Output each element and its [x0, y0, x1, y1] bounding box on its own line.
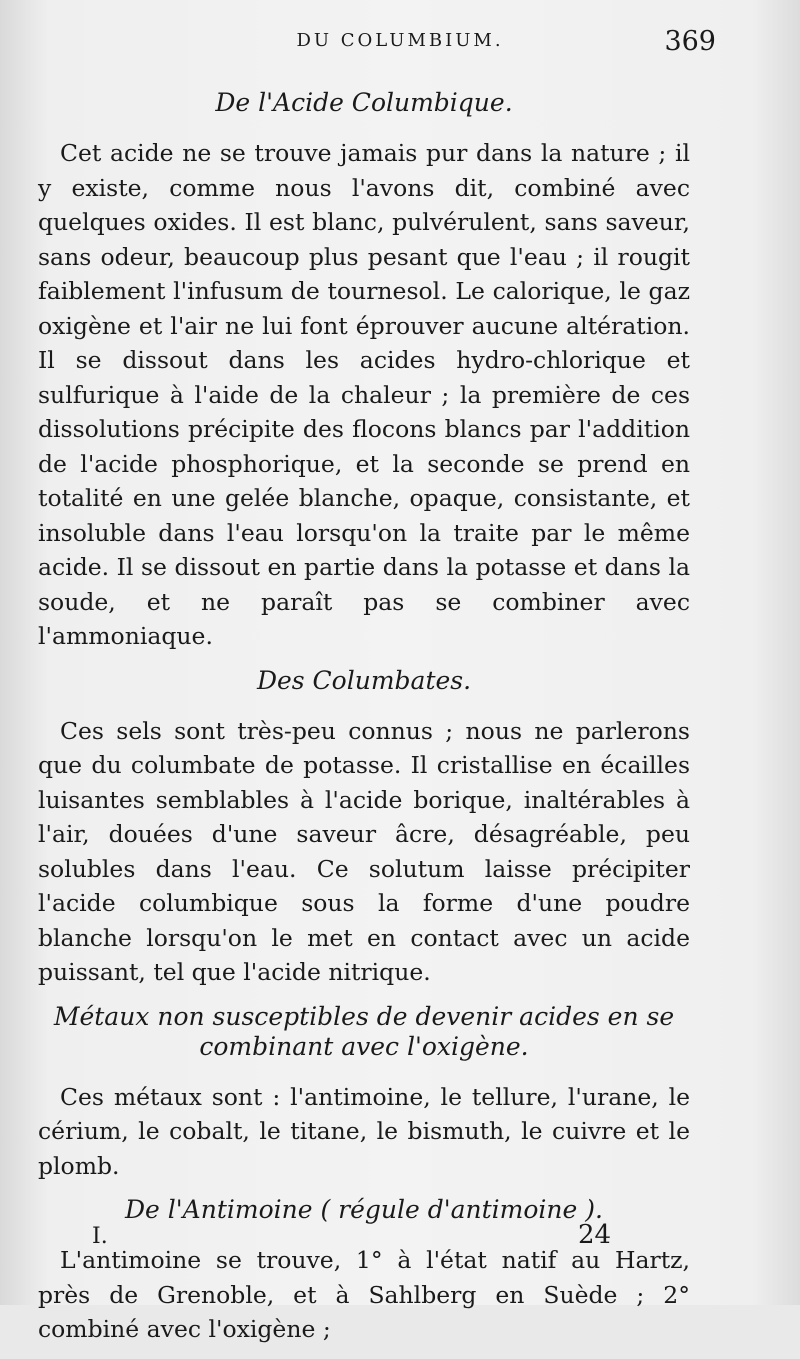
sheet-number: 24: [578, 1220, 612, 1250]
paragraph-acide-columbique: Cet acide ne se trouve jamais pur dans la nature ; il y existe, comme nous l'avons dit, combiné avec quelques oxides. Il est blanc, pulvérulent, sans saveur, sans odeur, beaucoup plus pesant que l'eau ; il rougit faiblement l'infusum de tournesol. Le calorique, le gaz oxigène et l'air ne lui font éprouver aucune altération. Il se dissout dans les acides hydro-chlorique et sulfurique à l'aide de la chaleur ; la première de ces dissolutions précipite des flocons blancs par l'addition de l'acide phosphorique, et la seconde se prend en totalité en une gelée blanche, opaque, consistante, et insoluble dans l'eau lorsqu'on la traite par le même acide. Il se dissout en partie dans la potasse et dans la soude, et ne paraît pas se combiner avec l'ammoniaque.: [38, 139, 690, 650]
running-title: DU COLUMBIUM.: [296, 30, 504, 51]
section-title-acide-columbique: De l'Acide Columbique.: [215, 88, 513, 117]
paragraph-columbates: Ces sels sont très-peu connus ; nous ne parlerons que du columbate de potasse. Il cristallise en écailles luisantes semblables à l'acide borique, inaltérables à l'air, douées d'une saveur âcre, désagréable, peu solubles dans l'eau. Ce solutum laisse précipiter l'acide columbique sous la forme d'une poudre blanche lorsqu'on le met en contact avec un acide puissant, tel que l'acide nitrique.: [38, 716, 690, 986]
section-title-metaux: Métaux non susceptibles de devenir acides en se combinant avec l'oxigène.: [53, 1001, 675, 1061]
signature-mark: I.: [92, 1224, 108, 1249]
section-title-antimoine: De l'Antimoine ( régule d'antimoine ).: [125, 1195, 603, 1224]
paragraph-antimoine: L'antimoine se trouve, 1° à l'état natif au Hartz, près de Grenoble, et à Sahlberg en Suède ; 2° combiné avec l'oxigène ;: [38, 1246, 690, 1343]
page-number: 369: [664, 26, 716, 57]
page-content: [38, 88, 690, 1359]
section-title-columbates: Des Columbates.: [256, 665, 472, 695]
paragraph-metaux: Ces métaux sont : l'antimoine, le tellure, l'urane, le cérium, le cobalt, le titane, le bismuth, le cuivre et le plomb.: [38, 1082, 690, 1180]
